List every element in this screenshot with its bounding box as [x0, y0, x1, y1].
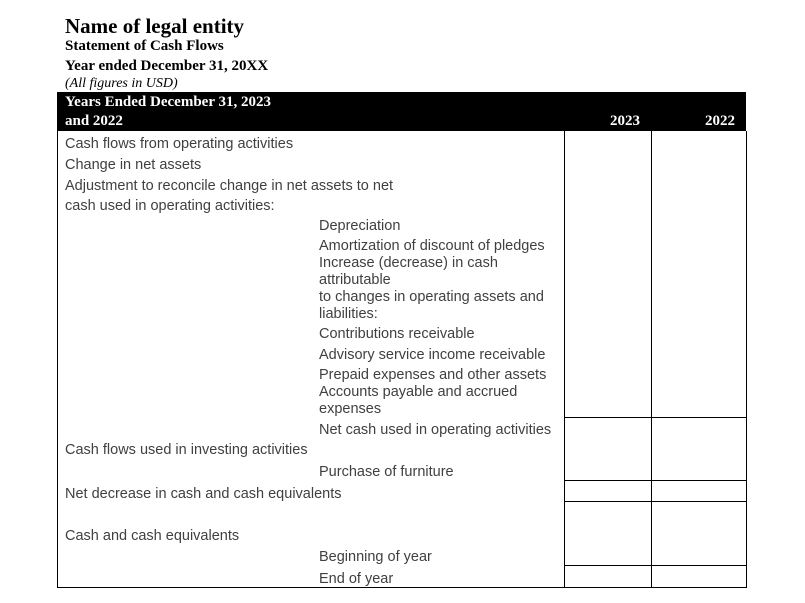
row-change-net-assets: Change in net assets — [65, 157, 202, 173]
row-advisory-income-receivable: Advisory service income receivable — [319, 347, 546, 363]
statement-title: Statement of Cash Flows — [65, 38, 224, 54]
table-header-label-line1: Years Ended December 31, 2023 — [65, 94, 271, 110]
row-net-cash-operating: Net cash used in operating activities — [319, 422, 552, 438]
entity-name: Name of legal entity — [65, 14, 245, 38]
row-purchase-furniture: Purchase of furniture — [319, 464, 454, 480]
row-beginning-of-year: Beginning of year — [319, 549, 432, 565]
row-accounts-payable-line2: expenses — [319, 401, 382, 417]
row-contributions-receivable: Contributions receivable — [319, 326, 475, 342]
row-prepaid-expenses: Prepaid expenses and other assets — [319, 367, 547, 383]
row-adjustment-line1: Adjustment to reconcile change in net assets to net — [65, 178, 394, 194]
cell-divider-4 — [564, 565, 746, 566]
figures-note: (All figures in USD) — [65, 76, 178, 91]
row-amortization: Amortization of discount of pledges — [319, 238, 545, 254]
row-cash-equivalents: Cash and cash equivalents — [65, 528, 240, 544]
cell-divider-1 — [564, 417, 746, 418]
cell-divider-2 — [564, 480, 746, 481]
column-header-2023: 2023 — [610, 113, 640, 129]
row-adjustment-line2: cash used in operating activities: — [65, 198, 275, 214]
table-header-label-line2: and 2022 — [65, 113, 123, 129]
row-depreciation: Depreciation — [319, 218, 401, 234]
row-changes-line2: liabilities: — [319, 306, 378, 322]
cell-divider-3 — [564, 501, 746, 502]
statement-period: Year ended December 31, 20XX — [65, 58, 269, 74]
row-net-decrease-cash: Net decrease in cash and cash equivalents — [65, 486, 342, 502]
row-cash-flows-investing: Cash flows used in investing activities — [65, 442, 308, 458]
row-increase-decrease-line2: attributable — [319, 272, 391, 288]
row-cash-flows-operating: Cash flows from operating activities — [65, 136, 294, 152]
row-accounts-payable-line1: Accounts payable and accrued — [319, 384, 518, 400]
column-divider-1 — [564, 131, 565, 587]
row-increase-decrease-line1: Increase (decrease) in cash — [319, 255, 498, 271]
column-divider-2 — [651, 131, 652, 587]
column-header-2022: 2022 — [705, 113, 735, 129]
table-header-bar — [57, 92, 746, 131]
row-end-of-year: End of year — [319, 571, 394, 587]
row-changes-line1: to changes in operating assets and — [319, 289, 544, 305]
